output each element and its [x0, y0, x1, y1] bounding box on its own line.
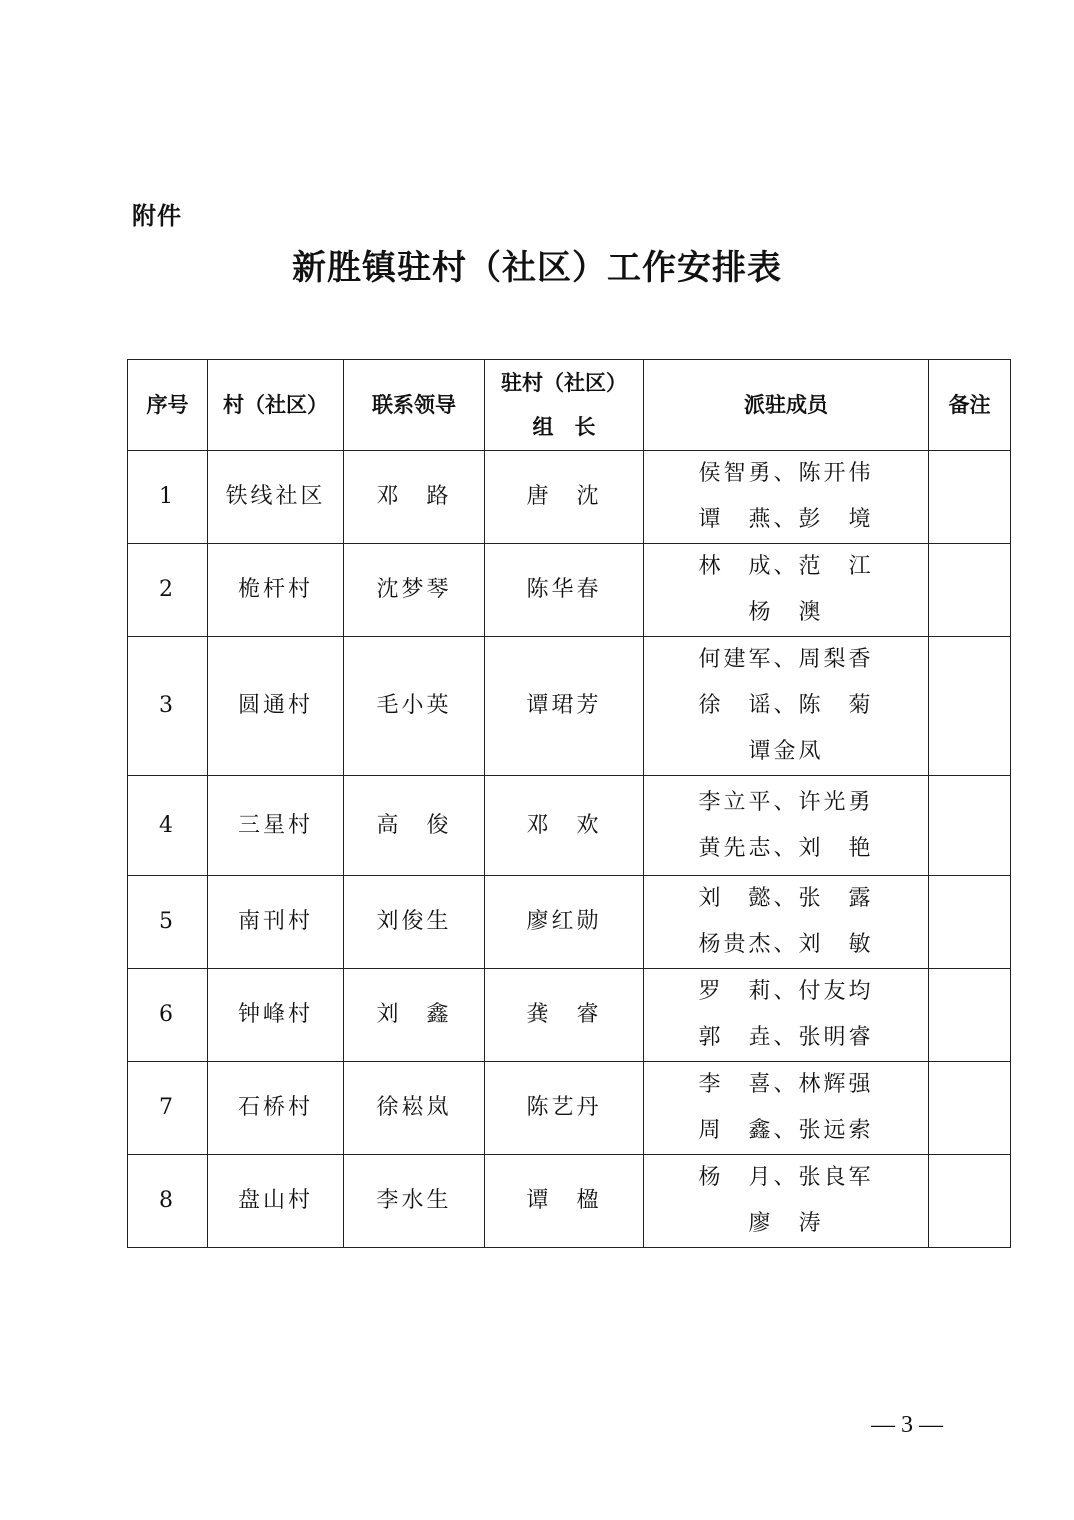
row-group-leader-cell: 谭 楹 [485, 1155, 644, 1248]
row-village-cell: 圆通村 [208, 637, 344, 776]
row-group-leader-cell: 廖红勋 [485, 876, 644, 969]
row-members-cell [644, 451, 929, 544]
member-line: 林 成、范 江 [698, 554, 874, 579]
column-header-leader: 联系领导 [344, 360, 485, 451]
column-header-group-leader [485, 360, 644, 451]
row-village-cell: 石桥村 [208, 1062, 344, 1155]
member-line: 侯智勇、陈开伟 [698, 461, 874, 486]
member-line: 郭 垚、张明睿 [698, 1025, 874, 1050]
row-leader-cell: 邓 路 [344, 451, 485, 544]
member-line: 杨 月、张良军 [698, 1165, 874, 1190]
table-row [128, 544, 1011, 637]
row-members-cell [644, 969, 929, 1062]
row-members-cell [644, 876, 929, 969]
row-leader-cell: 徐崧岚 [344, 1062, 485, 1155]
row-group-leader-cell: 陈艺丹 [485, 1062, 644, 1155]
member-line: 李立平、许光勇 [698, 789, 874, 815]
table-header-row [128, 360, 1011, 451]
row-remark-cell [929, 969, 1011, 1062]
member-line: 刘 懿、张 露 [698, 886, 874, 911]
row-remark-cell [929, 544, 1011, 637]
row-village-cell: 桅杆村 [208, 544, 344, 637]
row-members-cell [644, 1155, 929, 1248]
column-header-group-leader-line1: 驻村（社区） [501, 371, 627, 395]
row-remark-cell [929, 776, 1011, 876]
row-remark-cell [929, 876, 1011, 969]
row-leader-cell: 李水生 [344, 1155, 485, 1248]
table-row [128, 776, 1011, 876]
row-leader-cell: 刘 鑫 [344, 969, 485, 1062]
row-seq-cell: 2 [128, 544, 208, 637]
document-title: 新胜镇驻村（社区）工作安排表 [292, 248, 782, 288]
column-header-village: 村（社区） [208, 360, 344, 451]
row-village-cell: 盘山村 [208, 1155, 344, 1248]
member-line: 何建军、周梨香 [698, 647, 874, 672]
member-line: 黄先志、刘 艳 [698, 835, 874, 861]
page-number: — 3 — [871, 1412, 943, 1438]
member-line: 杨 澳 [748, 600, 824, 625]
row-leader-cell: 刘俊生 [344, 876, 485, 969]
row-members-cell [644, 776, 929, 876]
row-remark-cell [929, 1062, 1011, 1155]
row-seq-cell: 6 [128, 969, 208, 1062]
row-village-cell: 三星村 [208, 776, 344, 876]
row-seq-cell: 5 [128, 876, 208, 969]
row-seq-cell: 4 [128, 776, 208, 876]
row-leader-cell: 高 俊 [344, 776, 485, 876]
table-row [128, 969, 1011, 1062]
column-header-group-leader-line2: 组 长 [532, 415, 596, 439]
row-seq-cell: 3 [128, 637, 208, 776]
table-row [128, 637, 1011, 776]
table-row [128, 1062, 1011, 1155]
member-line: 杨贵杰、刘 敏 [698, 932, 874, 957]
arrangement-table [127, 359, 1011, 1248]
row-group-leader-cell: 谭珺芳 [485, 637, 644, 776]
row-remark-cell [929, 1155, 1011, 1248]
row-village-cell: 铁线社区 [208, 451, 344, 544]
row-group-leader-cell: 陈华春 [485, 544, 644, 637]
column-header-remark: 备注 [929, 360, 1011, 451]
row-seq-cell: 7 [128, 1062, 208, 1155]
row-group-leader-cell: 邓 欢 [485, 776, 644, 876]
column-header-seq: 序号 [128, 360, 208, 451]
row-remark-cell [929, 451, 1011, 544]
row-leader-cell: 沈梦琴 [344, 544, 485, 637]
row-members-cell [644, 637, 929, 776]
row-seq-cell: 8 [128, 1155, 208, 1248]
column-header-members: 派驻成员 [644, 360, 929, 451]
table-row [128, 1155, 1011, 1248]
member-line: 徐 谣、陈 菊 [698, 693, 874, 718]
member-line: 廖 涛 [748, 1211, 824, 1236]
attachment-label: 附件 [132, 202, 182, 230]
table-row [128, 876, 1011, 969]
row-group-leader-cell: 龚 睿 [485, 969, 644, 1062]
member-line: 周 鑫、张远索 [698, 1118, 874, 1143]
row-members-cell [644, 1062, 929, 1155]
member-line: 谭 燕、彭 境 [698, 507, 874, 532]
row-group-leader-cell: 唐 沈 [485, 451, 644, 544]
row-remark-cell [929, 637, 1011, 776]
member-line: 谭金凤 [748, 739, 824, 764]
member-line: 李 喜、林辉强 [698, 1072, 874, 1097]
row-village-cell: 南刊村 [208, 876, 344, 969]
member-line: 罗 莉、付友均 [698, 979, 874, 1004]
row-leader-cell: 毛小英 [344, 637, 485, 776]
row-village-cell: 钟峰村 [208, 969, 344, 1062]
row-seq-cell: 1 [128, 451, 208, 544]
row-members-cell [644, 544, 929, 637]
table-row [128, 451, 1011, 544]
